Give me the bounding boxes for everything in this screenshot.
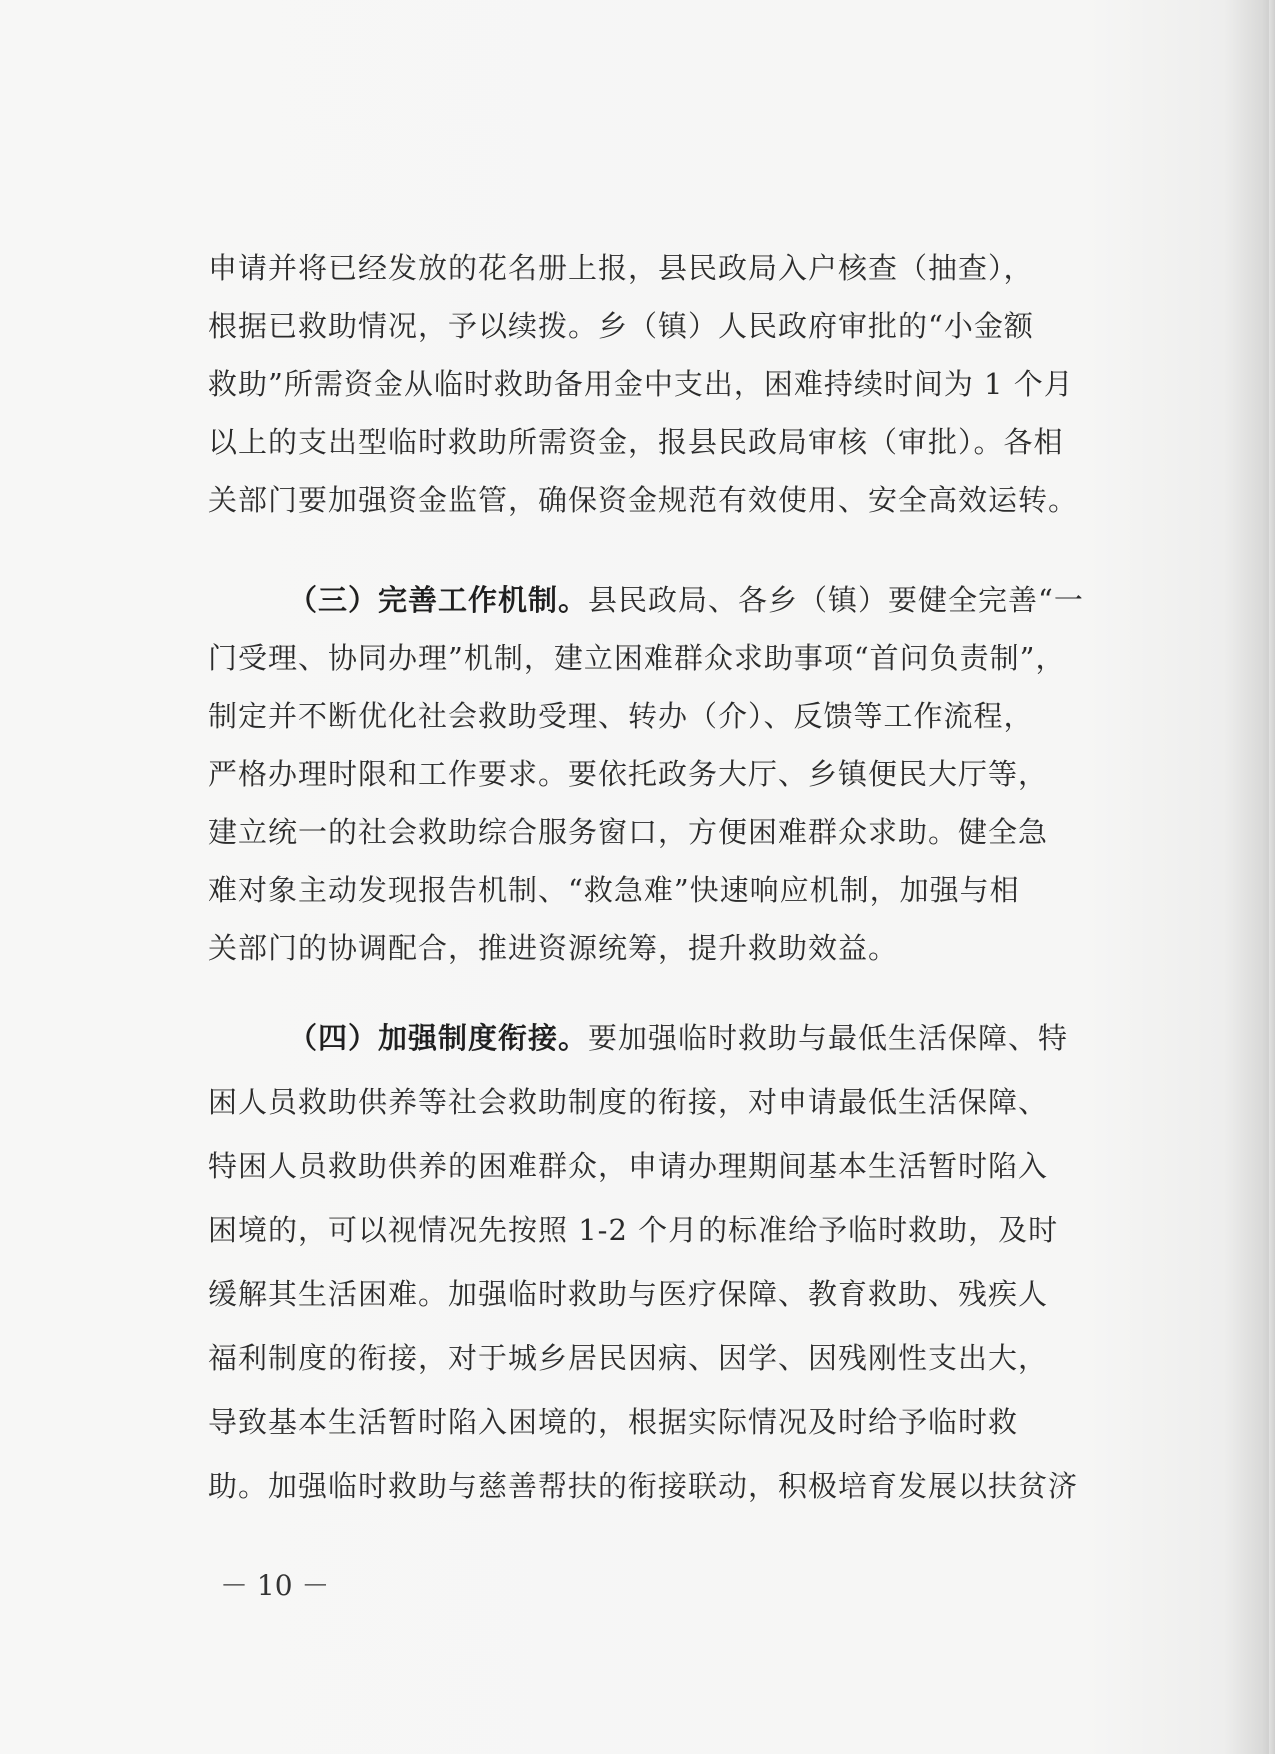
section-4-heading: （四）加强制度衔接。 <box>288 1021 589 1055</box>
paragraph-line: 以上的支出型临时救助所需资金，报县民政局审核（审批）。各相 <box>208 425 1064 459</box>
paragraph-line: 救助”所需资金从临时救助备用金中支出，困难持续时间为 1 个月 <box>208 367 1074 401</box>
section-3-first-line <box>288 580 1108 620</box>
paragraph-line: 关部门要加强资金监管，确保资金规范有效使用、安全高效运转。 <box>208 483 1079 517</box>
paragraph-line: 困人员救助供养等社会救助制度的衔接，对申请最低生活保障、 <box>208 1085 1049 1119</box>
section-3-first-line-text: 县民政局、各乡（镇）要健全完善“一 <box>588 583 1084 617</box>
page-binding-edge <box>1269 0 1275 1754</box>
paragraph-line: 严格办理时限和工作要求。要依托政务大厅、乡镇便民大厅等， <box>208 757 1049 791</box>
paragraph-line: 门受理、协同办理”机制，建立困难群众求助事项“首问负责制”， <box>208 641 1066 675</box>
paragraph-line: 根据已救助情况，予以续拨。乡（镇）人民政府审批的“小金额 <box>208 309 1034 343</box>
paragraph-line: 导致基本生活暂时陷入困境的，根据实际情况及时给予临时救 <box>208 1405 1019 1439</box>
section-4-first-line <box>288 1018 1108 1058</box>
paragraph-line: 制定并不断优化社会救助受理、转办（介）、反馈等工作流程， <box>208 699 1034 733</box>
paragraph-line: 困境的，可以视情况先按照 1-2 个月的标准给予临时救助，及时 <box>208 1213 1059 1247</box>
paragraph-line: 助。加强临时救助与慈善帮扶的衔接联动，积极培育发展以扶贫济 <box>208 1469 1079 1503</box>
paragraph-line: 难对象主动发现报告机制、“救急难”快速响应机制，加强与相 <box>208 873 1020 907</box>
section-3-heading: （三）完善工作机制。 <box>288 583 589 617</box>
paragraph-line: 关部门的协调配合，推进资源统筹，提升救助效益。 <box>208 931 899 965</box>
paragraph-line: 缓解其生活困难。加强临时救助与医疗保障、教育救助、残疾人 <box>208 1277 1049 1311</box>
page-number: － 10 － <box>220 1569 330 1602</box>
paragraph-line: 福利制度的衔接，对于城乡居民因病、因学、因残刚性支出大， <box>208 1341 1049 1375</box>
paragraph-line: 建立统一的社会救助综合服务窗口，方便困难群众求助。健全急 <box>208 815 1049 849</box>
paragraph-line: 特困人员救助供养的困难群众，申请办理期间基本生活暂时陷入 <box>208 1149 1049 1183</box>
paragraph-line: 申请并将已经发放的花名册上报，县民政局入户核查（抽查）， <box>208 251 1034 285</box>
section-4-first-line-text: 要加强临时救助与最低生活保障、特 <box>588 1021 1069 1055</box>
